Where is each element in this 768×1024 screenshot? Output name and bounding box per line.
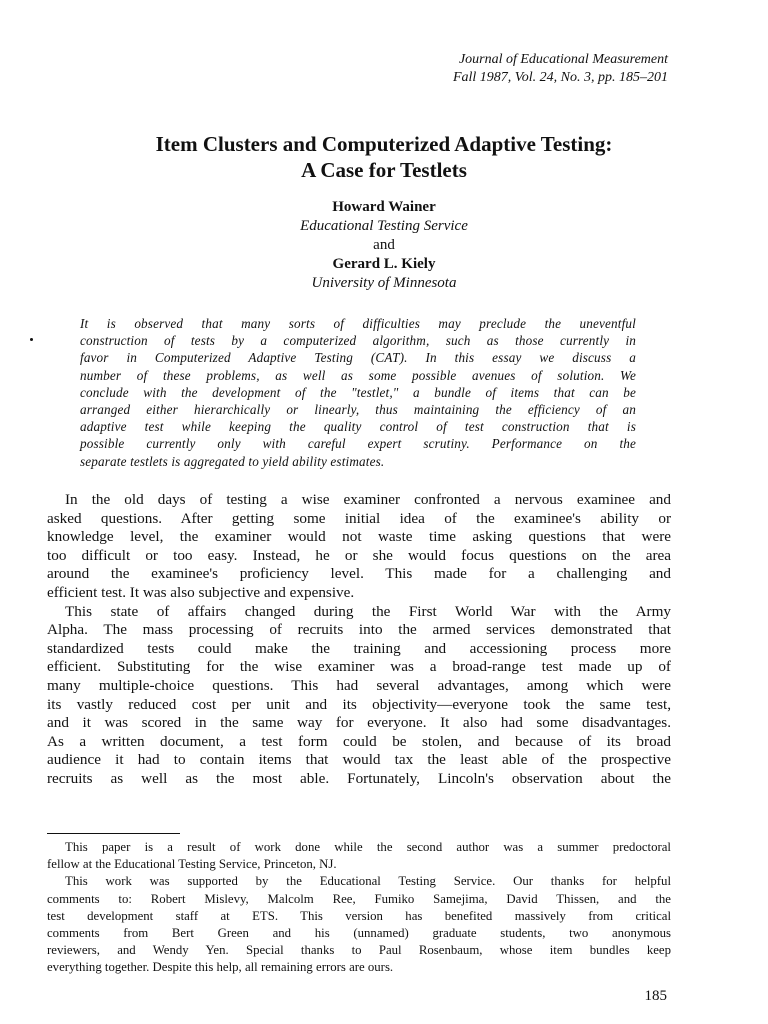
author-name-1: Howard Wainer [332, 199, 436, 215]
body-line: and it was scored in the same way for everyone. It also had some disadvantages. [47, 714, 671, 732]
abstract-line: adaptive test while keeping the quality control of test construction that is [80, 419, 636, 435]
scan-speck [30, 338, 33, 341]
body-line: many multiple-choice questions. This had several advantages, among which were [47, 676, 671, 694]
body-line: knowledge level, the examiner would not waste time asking questions that were [47, 528, 671, 546]
body-line: efficient. Substituting for the wise examiner was a broad-range test made up of [47, 658, 671, 676]
article-title [40, 131, 728, 183]
footnotes [47, 839, 671, 977]
body-line: too difficult or too easy. Instead, he or she would focus questions on the area [47, 546, 671, 564]
journal-name: Journal of Educational Measurement [458, 52, 668, 67]
abstract-line: construction of tests by a computerized algorithm, such as those currently in [80, 333, 636, 349]
footnote-line: fellow at the Educational Testing Service, Princeton, NJ. [47, 857, 337, 872]
body-line: This state of affairs changed during the First World War with the Army [65, 602, 671, 620]
body-line: Alpha. The mass processing of recruits into the armed services demonstrated that [47, 621, 671, 639]
abstract-line: separate testlets is aggregated to yield ability estimates. [80, 453, 385, 469]
author-affiliation-2: University of Minnesota [311, 275, 457, 291]
abstract-line: possible currently only with careful expert scrutiny. Performance on the [80, 436, 636, 452]
abstract-line: favor in Computerized Adaptive Testing (CAT). In this essay we discuss a [80, 350, 636, 366]
body-line: standardized tests could make the training and accessioning process more [47, 639, 671, 657]
abstract-line: It is observed that many sorts of difficulties may preclude the uneventful [80, 316, 636, 331]
body-line: In the old days of testing a wise examiner confronted a nervous examinee and [65, 491, 671, 508]
page-number: 185 [644, 988, 667, 1004]
footnote-line: This paper is a result of work done while the second author was a summer predoctoral [65, 840, 671, 854]
abstract-line: conclude with the development of the "testlet," a bundle of items that can be [80, 384, 636, 400]
body-line: around the examinee's proficiency level. This made for a challenging and [47, 565, 671, 583]
body-line: asked questions. After getting some initial idea of the examinee's ability or [47, 509, 671, 527]
abstract-line: number of these problems, as well as some possible avenues of solution. We [80, 367, 636, 383]
footnote-line: test development staff at ETS. This version has benefited massively from critical [47, 908, 671, 923]
author-name-2: Gerard L. Kiely [332, 256, 436, 272]
footnote-line: reviewers, and Wendy Yen. Special thanks to Paul Rosenbaum, whose item bundles keep [47, 943, 671, 958]
author-conjunction: and [373, 237, 395, 253]
body-line: recruits as well as the most able. Fortunately, Lincoln's observation about the [47, 769, 671, 787]
footnote-line: comments from Bert Green and his (unnamed) graduate students, two anonymous [47, 926, 671, 941]
title-line-2: A Case for Testlets [301, 158, 467, 182]
body-line: its vastly reduced cost per unit and its objectivity—everyone took the same test, [47, 695, 671, 713]
title-line-1: Item Clusters and Computerized Adaptive Testing: [155, 132, 613, 156]
abstract [80, 315, 636, 470]
footnote-line: comments to: Robert Mislevy, Malcolm Ree, Fumiko Samejima, David Thissen, and the [47, 891, 671, 906]
footnote-line: This work was supported by the Educational Testing Service. Our thanks for helpful [65, 874, 671, 889]
body-text [47, 491, 671, 789]
footnote-divider [47, 833, 180, 834]
footnote-line: everything together. Despite this help, all remaining errors are ours. [47, 960, 394, 975]
body-line: As a written document, a test form could be stolen, and because of its broad [47, 732, 671, 750]
journal-citation [453, 51, 668, 87]
journal-issue: Fall 1987, Vol. 24, No. 3, pp. 185–201 [452, 70, 668, 85]
body-line: efficient test. It was also subjective and expensive. [47, 583, 355, 601]
author-block [40, 198, 728, 293]
author-affiliation-1: Educational Testing Service [300, 218, 468, 234]
body-line: audience it had to contain items that would tax the least able of the prospective [47, 751, 671, 769]
abstract-line: arranged either hierarchically or linearly, thus maintaining the efficiency of an [80, 402, 636, 418]
